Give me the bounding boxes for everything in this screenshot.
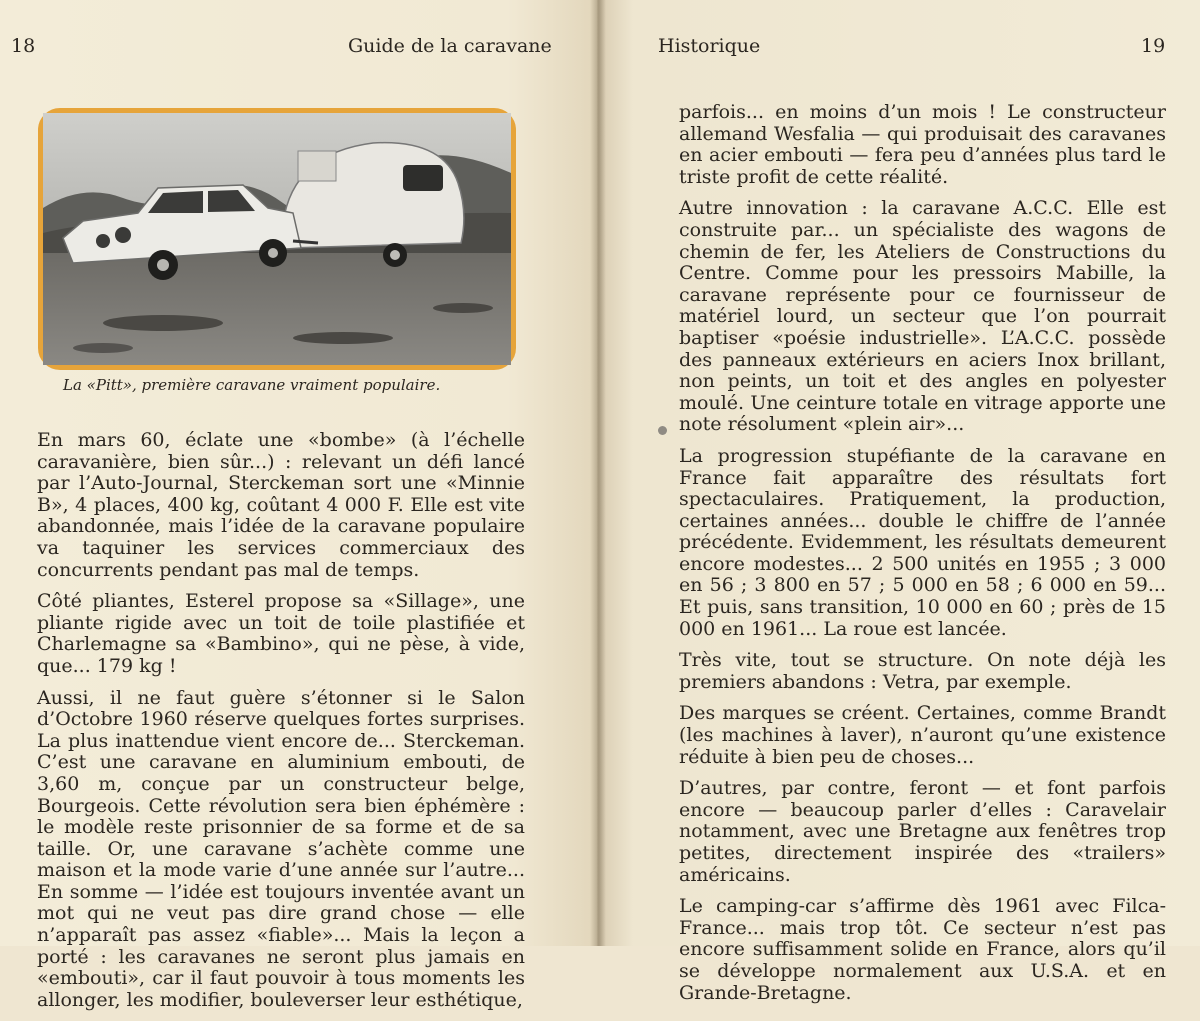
bullet-icon: [658, 426, 667, 435]
paragraph: D’autres, par contre, feront — et font parfois encore — beaucoup parler d’elles : Caravelair notamment, avec une Bretagne aux fenêtres trop petites, directement inspirée des «trailers» américains.: [679, 777, 1166, 886]
right-body-text: [679, 102, 1166, 1014]
running-head-left: Guide de la caravane: [348, 35, 552, 57]
paragraph: Le camping-car s’affirme dès 1961 avec Filca-France... mais trop tôt. Ce secteur n’est pas encore suffisamment solide en France, alors qu’il se développe normalement aux U.S.A. et en Grande-Bretagne.: [679, 895, 1166, 1004]
paragraph: parfois... en moins d’un mois ! Le constructeur allemand Wesfalia — qui produisait des caravanes en acier embouti — fera peu d’années plus tard le triste profit de cette réalité.: [679, 101, 1166, 188]
photo-illustration: [43, 113, 511, 365]
page-number-left: 18: [11, 35, 36, 57]
car-caravan-photo: [38, 108, 516, 370]
paragraph: Autre innovation : la caravane A.C.C. Elle est construite par... un spécialiste des wagons de chemin de fer, les Ateliers de Constructions du Centre. Comme pour les pressoirs Mabille, la caravane représente pour ce fournisseur de matériel lourd, un secteur que l’on pourrait baptiser «poésie industrielle». L’A.C.C. possède des panneaux extérieurs en aciers Inox brillant, non peints, un toit et des angles en polyester moulé. Une ceinture totale en vitrage apporte une note résolument «plein air»...: [679, 197, 1166, 436]
paragraph: Des marques se créent. Certaines, comme Brandt (les machines à laver), n’auront qu’une existence réduite à bien peu de choses...: [679, 702, 1166, 768]
photo-caption: La «Pitt», première caravane vraiment populaire.: [63, 376, 441, 394]
running-head-right: Historique: [658, 35, 761, 57]
paragraph: Côté pliantes, Esterel propose sa «Sillage», une pliante rigide avec un toit de toile plastifiée et Charlemagne sa «Bambino», qui ne pèse, à vide, que... 179 kg !: [37, 590, 525, 677]
paragraph: En mars 60, éclate une «bombe» (à l’échelle caravanière, bien sûr...) : relevant un défi lancé par l’Auto-Journal, Sterckeman sort une «Minnie B», 4 places, 400 kg, coûtant 4 000 F. Elle est vite abandonnée, mais l’idée de la caravane populaire va taquiner les services commerciaux des concurrents pendant pas mal de temps.: [37, 429, 525, 581]
book-gutter: [590, 0, 606, 946]
left-body-text: [37, 430, 525, 1021]
paragraph: Très vite, tout se structure. On note déjà les premiers abandons : Vetra, par exemple.: [679, 649, 1166, 693]
page-number-right: 19: [1141, 35, 1166, 57]
left-page: [0, 0, 597, 1011]
paragraph: La progression stupéfiante de la caravane en France fait apparaître des résultats fort spectaculaires. Pratiquement, la production, certaines années... double le chiffre de l’année précédente. Evidemment, les résultats demeurent encore modestes... 2 500 unités en 1955 ; 3 000 en 56 ; 3 800 en 57 ; 5 000 en 58 ; 6 000 en 59... Et puis, sans transition, 10 000 en 60 ; près de 15 000 en 1961... La roue est lancée.: [679, 444, 1166, 640]
paragraph: Aussi, il ne faut guère s’étonner si le Salon d’Octobre 1960 réserve quelques fortes surprises. La plus inattendue vient encore de... Sterckeman. C’est une caravane en aluminium embouti, de 3,60 m, conçue par un constructeur belge, Bourgeois. Cette révolution sera bien éphémère : le modèle reste prisonnier de sa forme et de sa taille. Or, une caravane s’achète comme une maison et la mode varie d’une année sur l’autre... En somme — l’idée est toujours inventée avant un mot qui ne veut pas dire grand chose — elle n’apparaît pas assez «fiable»... Mais la leçon a porté : les caravanes ne seront plus jamais en «embouti», car il faut pouvoir à tous moments les allonger, les modifier, bouleverser leur esthétique,: [37, 686, 525, 1011]
